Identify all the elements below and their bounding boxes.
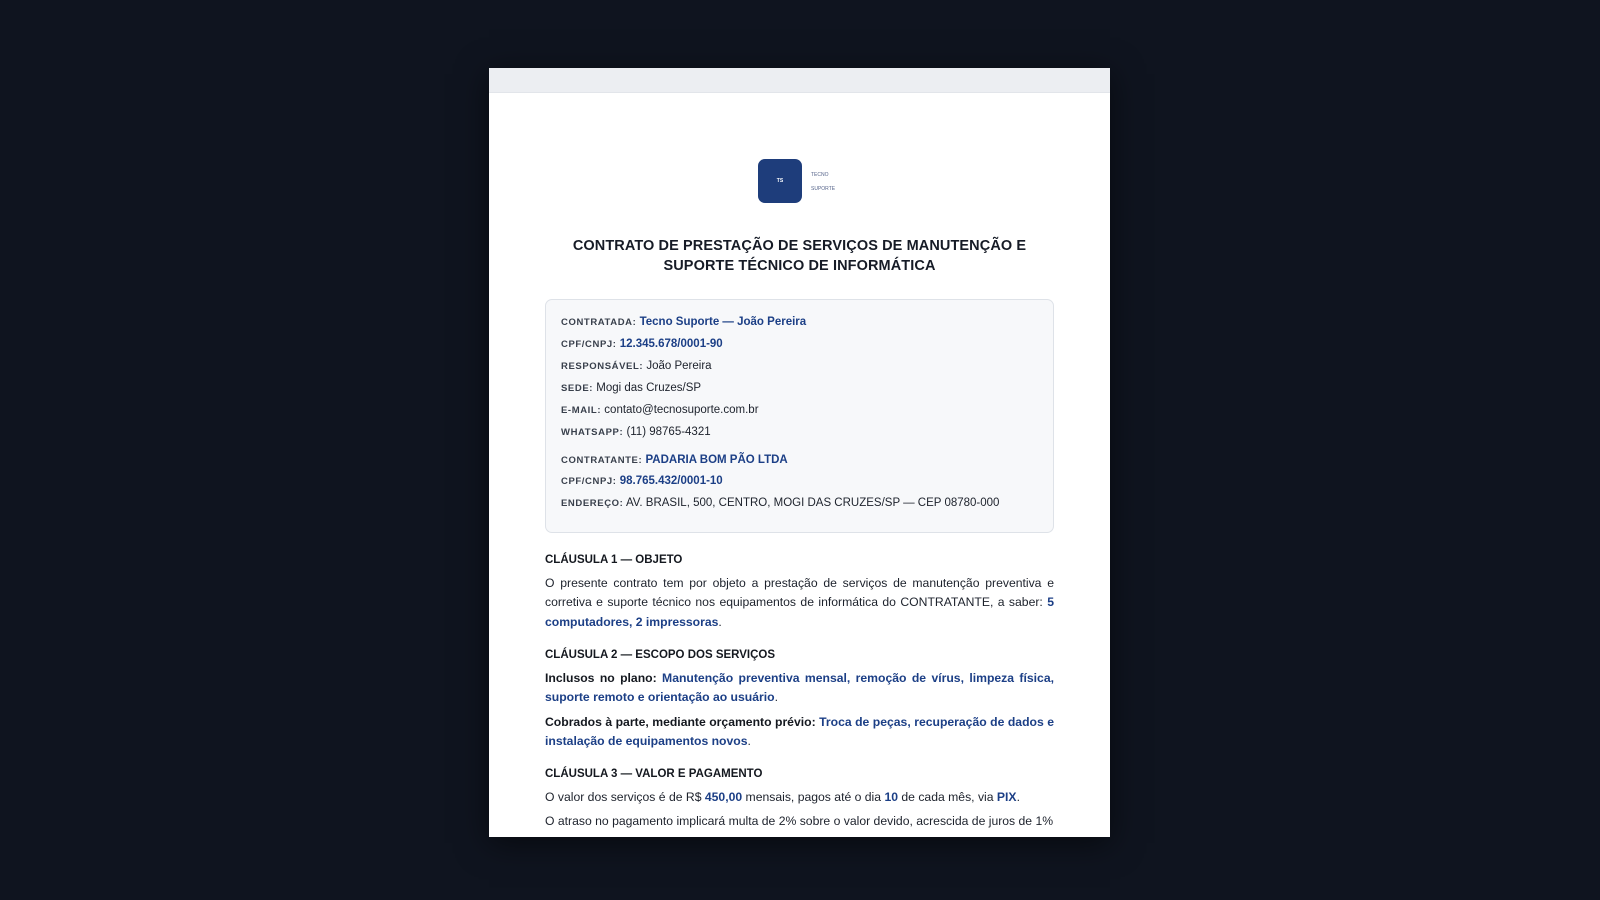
logo-wordmark bbox=[811, 168, 835, 196]
contratante-value: PADARIA BOM PÃO LTDA bbox=[645, 454, 788, 466]
contratante-row bbox=[561, 454, 788, 466]
whatsapp-value: (11) 98765-4321 bbox=[626, 426, 711, 438]
email-value: contato@tecnosuporte.com.br bbox=[604, 404, 759, 416]
clause-2-extra bbox=[545, 713, 1054, 752]
whatsapp-row bbox=[561, 426, 711, 438]
responsavel-value: João Pereira bbox=[646, 360, 712, 372]
clause-1-equipment: 5 computadores, 2 impressoras bbox=[545, 595, 1054, 629]
clause-2-included-end: . bbox=[774, 690, 778, 705]
clause-3-heading: CLÁUSULA 3 — VALOR E PAGAMENTO bbox=[545, 768, 763, 780]
payment-text-1: O valor dos serviços é de R$ bbox=[545, 790, 705, 804]
payment-day: 10 bbox=[884, 790, 898, 804]
payment-text-3: de cada mês, via bbox=[898, 790, 997, 804]
clause-2-included-items: Manutenção preventiva mensal, remoção de vírus, limpeza física, suporte remoto e orientação ao usuário bbox=[545, 671, 1054, 705]
clause-2-extra-end: . bbox=[747, 734, 751, 749]
endereco-row bbox=[561, 497, 999, 509]
clause-2-extra-label: Cobrados à parte, mediante orçamento prévio: bbox=[545, 715, 816, 729]
whatsapp-label: WHATSAPP: bbox=[561, 427, 624, 438]
contratante-cnpj-row bbox=[561, 475, 723, 487]
logo-line-1: TECNO bbox=[811, 172, 829, 178]
contract-document bbox=[489, 68, 1110, 837]
contratada-cnpj-row bbox=[561, 338, 723, 350]
clause-3-late-fee: O atraso no pagamento implicará multa de 2% sobre o valor devido, acrescida de juros de 1% bbox=[545, 814, 1054, 828]
clause-2-included-label: Inclusos no plano: bbox=[545, 671, 657, 685]
parties-box bbox=[545, 299, 1054, 533]
contratada-cnpj-value: 12.345.678/0001-90 bbox=[619, 338, 723, 350]
payment-amount: 450,00 bbox=[704, 790, 743, 804]
payment-text-2: mensais, pagos até o dia bbox=[742, 790, 885, 804]
contratada-label: CONTRATADA: bbox=[561, 317, 637, 328]
email-label: E-MAIL: bbox=[561, 405, 602, 416]
payment-method: PIX bbox=[996, 790, 1017, 804]
company-logo bbox=[758, 159, 835, 203]
payment-text-4: . bbox=[1016, 790, 1020, 804]
document-title bbox=[545, 237, 1054, 276]
clause-2-extra-items: Troca de peças, recuperação de dados e instalação de equipamentos novos bbox=[545, 715, 1054, 749]
clause-2-heading: CLÁUSULA 2 — ESCOPO DOS SERVIÇOS bbox=[545, 649, 776, 661]
contratante-cnpj-value: 98.765.432/0001-10 bbox=[619, 475, 723, 487]
clause-2-included bbox=[545, 669, 1054, 708]
contratante-cnpj-label: CPF/CNPJ: bbox=[561, 476, 617, 487]
clause-1-text bbox=[545, 574, 1054, 632]
responsavel-row bbox=[561, 360, 712, 372]
title-line-2: SUPORTE TÉCNICO DE INFORMÁTICA bbox=[663, 257, 936, 274]
sede-label: SEDE: bbox=[561, 383, 594, 394]
contratada-cnpj-label: CPF/CNPJ: bbox=[561, 339, 617, 350]
contratada-value: Tecno Suporte — João Pereira bbox=[639, 316, 807, 328]
document-top-bar bbox=[489, 68, 1110, 93]
contratada-row bbox=[561, 316, 806, 328]
email-row bbox=[561, 404, 759, 416]
clause-1-end: . bbox=[718, 614, 722, 629]
title-line-1: CONTRATO DE PRESTAÇÃO DE SERVIÇOS DE MANUTENÇÃO E bbox=[572, 238, 1027, 254]
clause-1-body: O presente contrato tem por objeto a prestação de serviços de manutenção preventiva e corretiva e suporte técnico nos equipamentos de informática do CONTRATANTE, a saber: bbox=[545, 576, 1054, 610]
sede-row bbox=[561, 382, 701, 394]
clause-3-payment bbox=[545, 788, 1054, 807]
logo-line-2: SUPORTE bbox=[811, 186, 836, 192]
endereco-label: ENDEREÇO: bbox=[561, 498, 624, 509]
clause-1-heading: CLÁUSULA 1 — OBJETO bbox=[545, 554, 683, 566]
logo-mark: TS bbox=[758, 159, 802, 203]
responsavel-label: RESPONSÁVEL: bbox=[561, 361, 644, 372]
sede-value: Mogi das Cruzes/SP bbox=[596, 382, 702, 394]
endereco-value: AV. BRASIL, 500, CENTRO, MOGI DAS CRUZES/SP — CEP 08780-000 bbox=[625, 497, 1000, 509]
contratante-label: CONTRATANTE: bbox=[561, 455, 643, 466]
